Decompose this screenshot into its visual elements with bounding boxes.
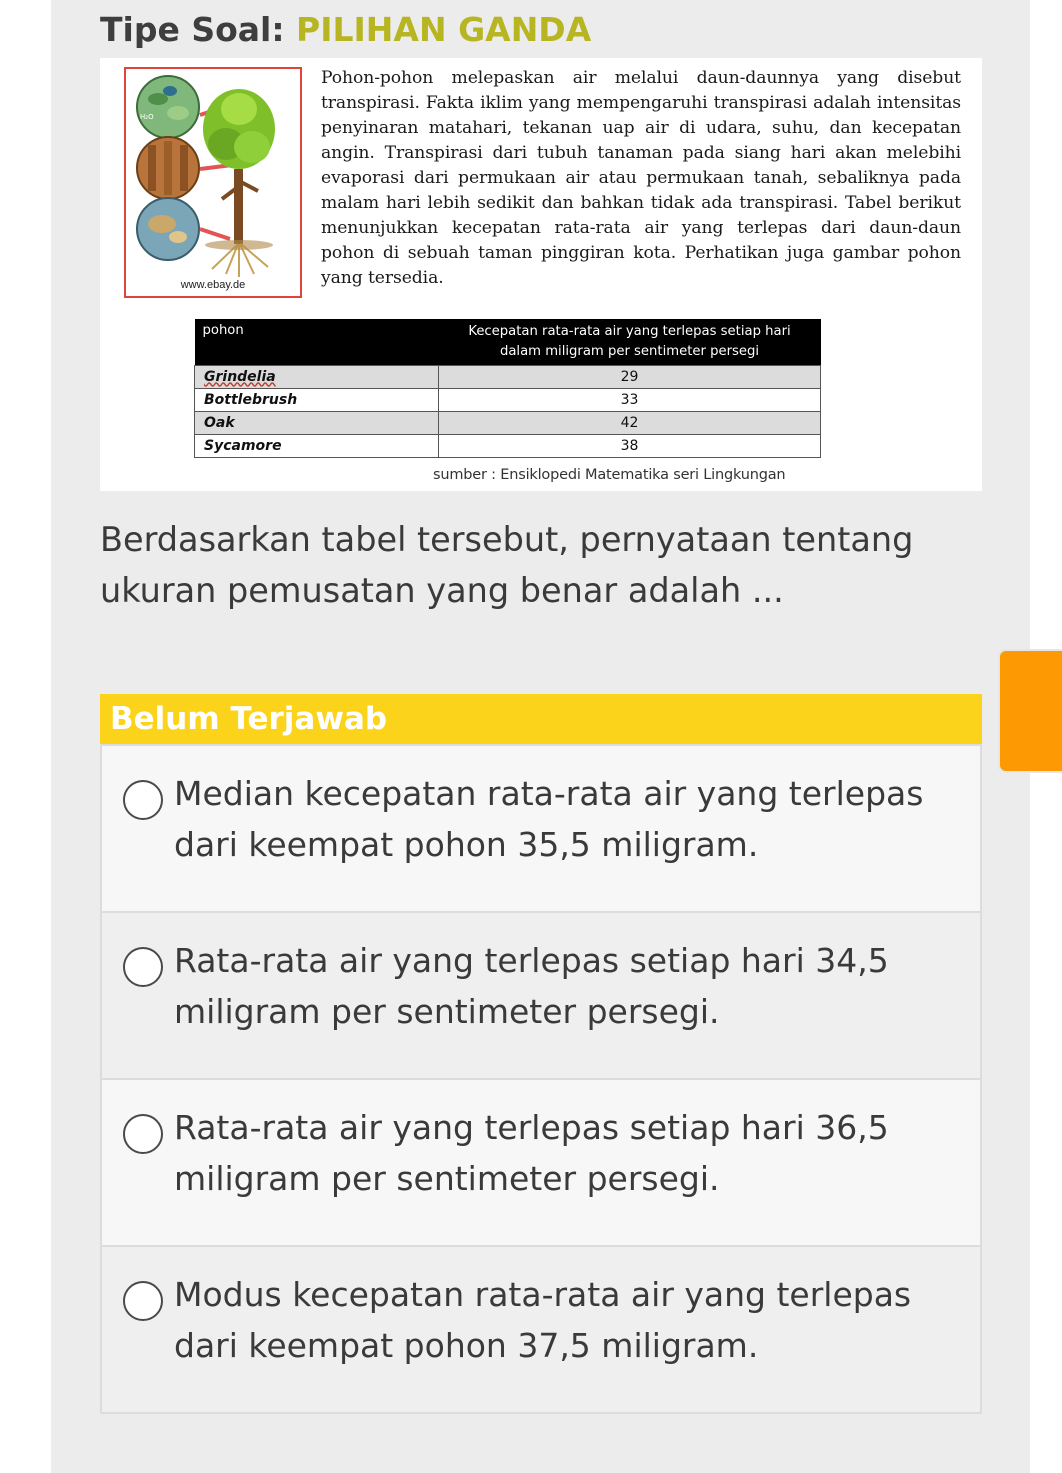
table-header-tree: pohon — [195, 319, 439, 365]
answer-option-text: Median kecepatan rata-rata air yang terlepas dari keempat pohon 35,5 miligram. — [174, 774, 924, 864]
answer-status-label: Belum Terjawab — [110, 701, 388, 737]
transpiration-illustration — [124, 67, 302, 298]
answer-option-d[interactable] — [100, 1245, 982, 1414]
rate-value: 42 — [439, 411, 821, 434]
answer-status-bar — [100, 694, 982, 744]
table-row — [195, 434, 821, 457]
question-passage: Pohon-pohon melepaskan air melalui daun-daunnya yang disebut transpirasi. Fakta iklim yang mempengaruhi transpirasi adalah intensitas penyinaran matahari, tekanan uap air di udara, suhu, dan kecepatan angin. Transpirasi dari tubuh tanaman pada siang hari akan melebihi evaporasi dari permukaan air atau permukaan tanah, sebaliknya pada malam hari lebih sedikit dan bahkan tidak ada transpirasi. Tabel berikut menunjukkan kecepatan rata-rata air yang terlepas dari daun-daun pohon di sebuah taman pinggiran kota. Perhatikan juga gambar pohon yang tersedia. — [321, 68, 961, 288]
transpiration-table — [194, 319, 821, 458]
tree-name: Grindelia — [204, 368, 276, 385]
question-type-value: PILIHAN GANDA — [296, 10, 592, 49]
tree-name: Bottlebrush — [195, 388, 439, 411]
radio-button-icon[interactable] — [123, 780, 163, 820]
radio-button-icon[interactable] — [123, 1114, 163, 1154]
rate-value: 33 — [439, 388, 821, 411]
tree-name: Oak — [195, 411, 439, 434]
radio-button-icon[interactable] — [123, 1281, 163, 1321]
question-type-header — [100, 10, 591, 49]
table-header-rate: Kecepatan rata-rata air yang terlepas setiap hari dalam miligram per sentimeter persegi — [439, 319, 821, 365]
tree-transpiration-image — [126, 69, 300, 296]
rate-value: 29 — [439, 365, 821, 388]
image-caption: www.ebay.de — [180, 279, 246, 291]
table-header-row — [195, 319, 821, 365]
answer-option-a[interactable] — [100, 744, 982, 913]
question-prompt: Berdasarkan tabel tersebut, pernyataan tentang ukuran pemusatan yang benar adalah ... — [100, 520, 914, 610]
answer-option-b[interactable] — [100, 911, 982, 1080]
answer-option-text: Rata-rata air yang terlepas setiap hari 34,5 miligram per sentimeter persegi. — [174, 941, 889, 1031]
svg-text:H₂O: H₂O — [140, 113, 154, 121]
radio-button-icon[interactable] — [123, 947, 163, 987]
side-navigation-tab[interactable] — [998, 649, 1062, 773]
answer-option-text: Rata-rata air yang terlepas setiap hari 36,5 miligram per sentimeter persegi. — [174, 1108, 889, 1198]
table-source: sumber : Ensiklopedi Matematika seri Lingkungan — [433, 467, 786, 483]
table-row — [195, 411, 821, 434]
answer-options — [100, 746, 982, 1414]
table-row — [195, 365, 821, 388]
table-row — [195, 388, 821, 411]
tree-name: Sycamore — [195, 434, 439, 457]
question-type-label: Tipe Soal: — [100, 10, 285, 49]
question-card — [100, 58, 982, 491]
answer-option-text: Modus kecepatan rata-rata air yang terlepas dari keempat pohon 37,5 miligram. — [174, 1275, 912, 1365]
answer-option-c[interactable] — [100, 1078, 982, 1247]
rate-value: 38 — [439, 434, 821, 457]
